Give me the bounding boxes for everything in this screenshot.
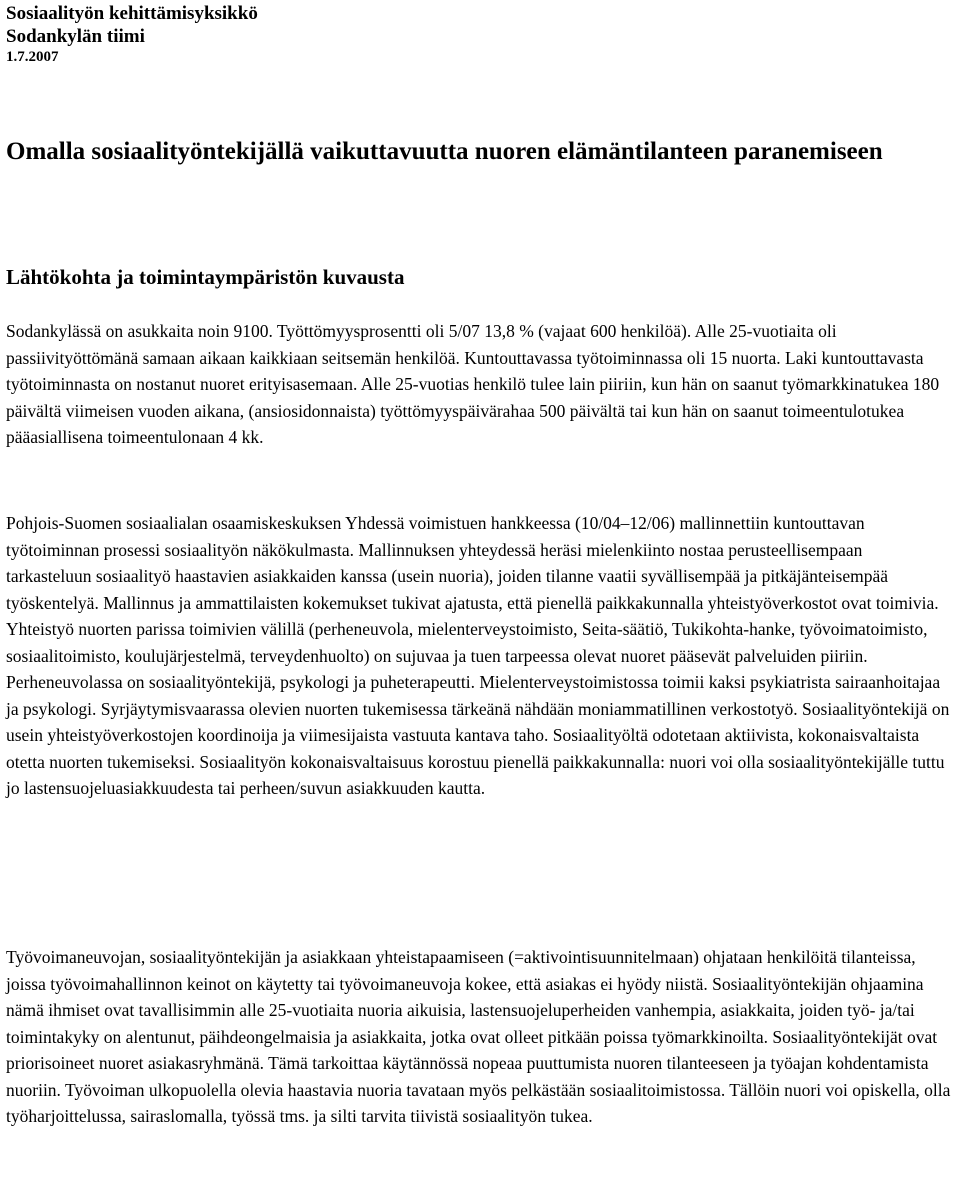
document-title: Omalla sosiaalityöntekijällä vaikuttavuutta nuoren elämäntilanteen paranemiseen	[6, 138, 883, 165]
body-paragraph: Pohjois-Suomen sosiaalialan osaamiskeskuksen Yhdessä voimistuen hankkeessa (10/04–12/06) mallinnettiin kuntouttavan työtoiminnan prosessi sosiaalityön näkökulmasta. Mallinnuksen yhteydessä heräsi mielenkiinto nostaa perusteellisempaan tarkasteluun sosiaalityö haastavien asiakkaiden kanssa (usein nuoria), joiden tilanne vaatii syvällisempää ja pitkäjänteisempää työskentelyä. Mallinnus ja ammattilaisten kokemukset tukivat ajatusta, että pienellä paikkakunnalla yhteistyöverkostot ovat toimivia. Yhteistyö nuorten parissa toimivien välillä (perheneuvola, mielenterveystoimisto, Seita-säätiö, Tukikohta-hanke, työvoimatoimisto, sosiaalitoimisto, koulujärjestelmä, terveydenhuolto) on sujuvaa ja tuen tarpeessa olevat nuoret pääsevät palveluiden piiriin. Perheneuvolassa on sosiaalityöntekijä, psykologi ja puheterapeutti. Mielenterveystoimistossa toimii kaksi psykiatrista sairaanhoitajaa ja psykologi. Syrjäytymisvaarassa olevien nuorten tukemisessa tärkeänä nähdään moniammatillinen verkostotyö. Sosiaalityöntekijä on usein yhteistyöverkostojen koordinoija ja viimesijaista vastuuta kantava taho. Sosiaalityöltä odotetaan aktiivista, kokonaisvaltaista otetta nuorten tukemiseksi. Sosiaalityön kokonaisvaltaisuus korostuu pienellä paikkakunnalla: nuori voi olla sosiaalityöntekijälle tuttu jo lastensuojeluasiakkuudesta tai perheen/suvun asiakkuuden kautta.	[6, 513, 950, 798]
document-date: 1.7.2007	[6, 49, 59, 65]
document-header	[6, 2, 258, 67]
organization-name: Sosiaalityön kehittämisyksikkö	[6, 3, 258, 24]
team-name: Sodankylän tiimi	[6, 26, 145, 47]
body-paragraph: Sodankylässä on asukkaita noin 9100. Työttömyysprosentti oli 5/07 13,8 % (vajaat 600 henkilöä). Alle 25-vuotiaita oli passiivityöttömänä samaan aikaan kaikkiaan seitsemän henkilöä. Kuntouttavassa työtoiminnassa oli 15 nuorta. Laki kuntouttavasta työtoiminnasta on nostanut nuoret erityisasemaan. Alle 25-vuotias henkilö tulee lain piiriin, kun hän on saanut työmarkkinatukea 180 päivältä viimeisen vuoden aikana, (ansiosidonnaista) työttömyyspäivärahaa 500 päivältä tai kun hän on saanut toimeentulotukea pääasiallisena toimeentulonaan 4 kk.	[6, 321, 940, 447]
body-paragraph: Työvoimaneuvojan, sosiaalityöntekijän ja asiakkaan yhteistapaamiseen (=aktivointisuunnitelmaan) ohjataan henkilöitä tilanteissa, joissa työvoimahallinnon keinot on käytetty tai työvoimaneuvoja kokee, että asiakas ei hyödy niistä. Sosiaalityöntekijän ohjaamina nämä ihmiset ovat tavallisimmin alle 25-vuotiaita nuoria aikuisia, lastensuojeluperheiden vanhempia, asiakkaita, joiden työ- ja/tai toimintakyky on alentunut, päihdeongelmaisia ja asiakkaita, jotka ovat olleet pitkään poissa työmarkkinoilta. Sosiaalityöntekijät ovat priorisoineet nuoret asiakasryhmänä. Tämä tarkoittaa käytännössä nopeaa puuttumista nuoren tilanteeseen ja työajan kohdentamista nuoriin. Työvoiman ulkopuolella olevia haastavia nuoria tavataan myös pelkästään sosiaalitoimistossa. Tällöin nuori voi opiskella, olla työharjoittelussa, sairaslomalla, työssä tms. ja silti tarvita tiivistä sosiaalityön tukea.	[6, 947, 951, 1126]
section-heading: Lähtökohta ja toimintaympäristön kuvausta	[6, 265, 405, 289]
